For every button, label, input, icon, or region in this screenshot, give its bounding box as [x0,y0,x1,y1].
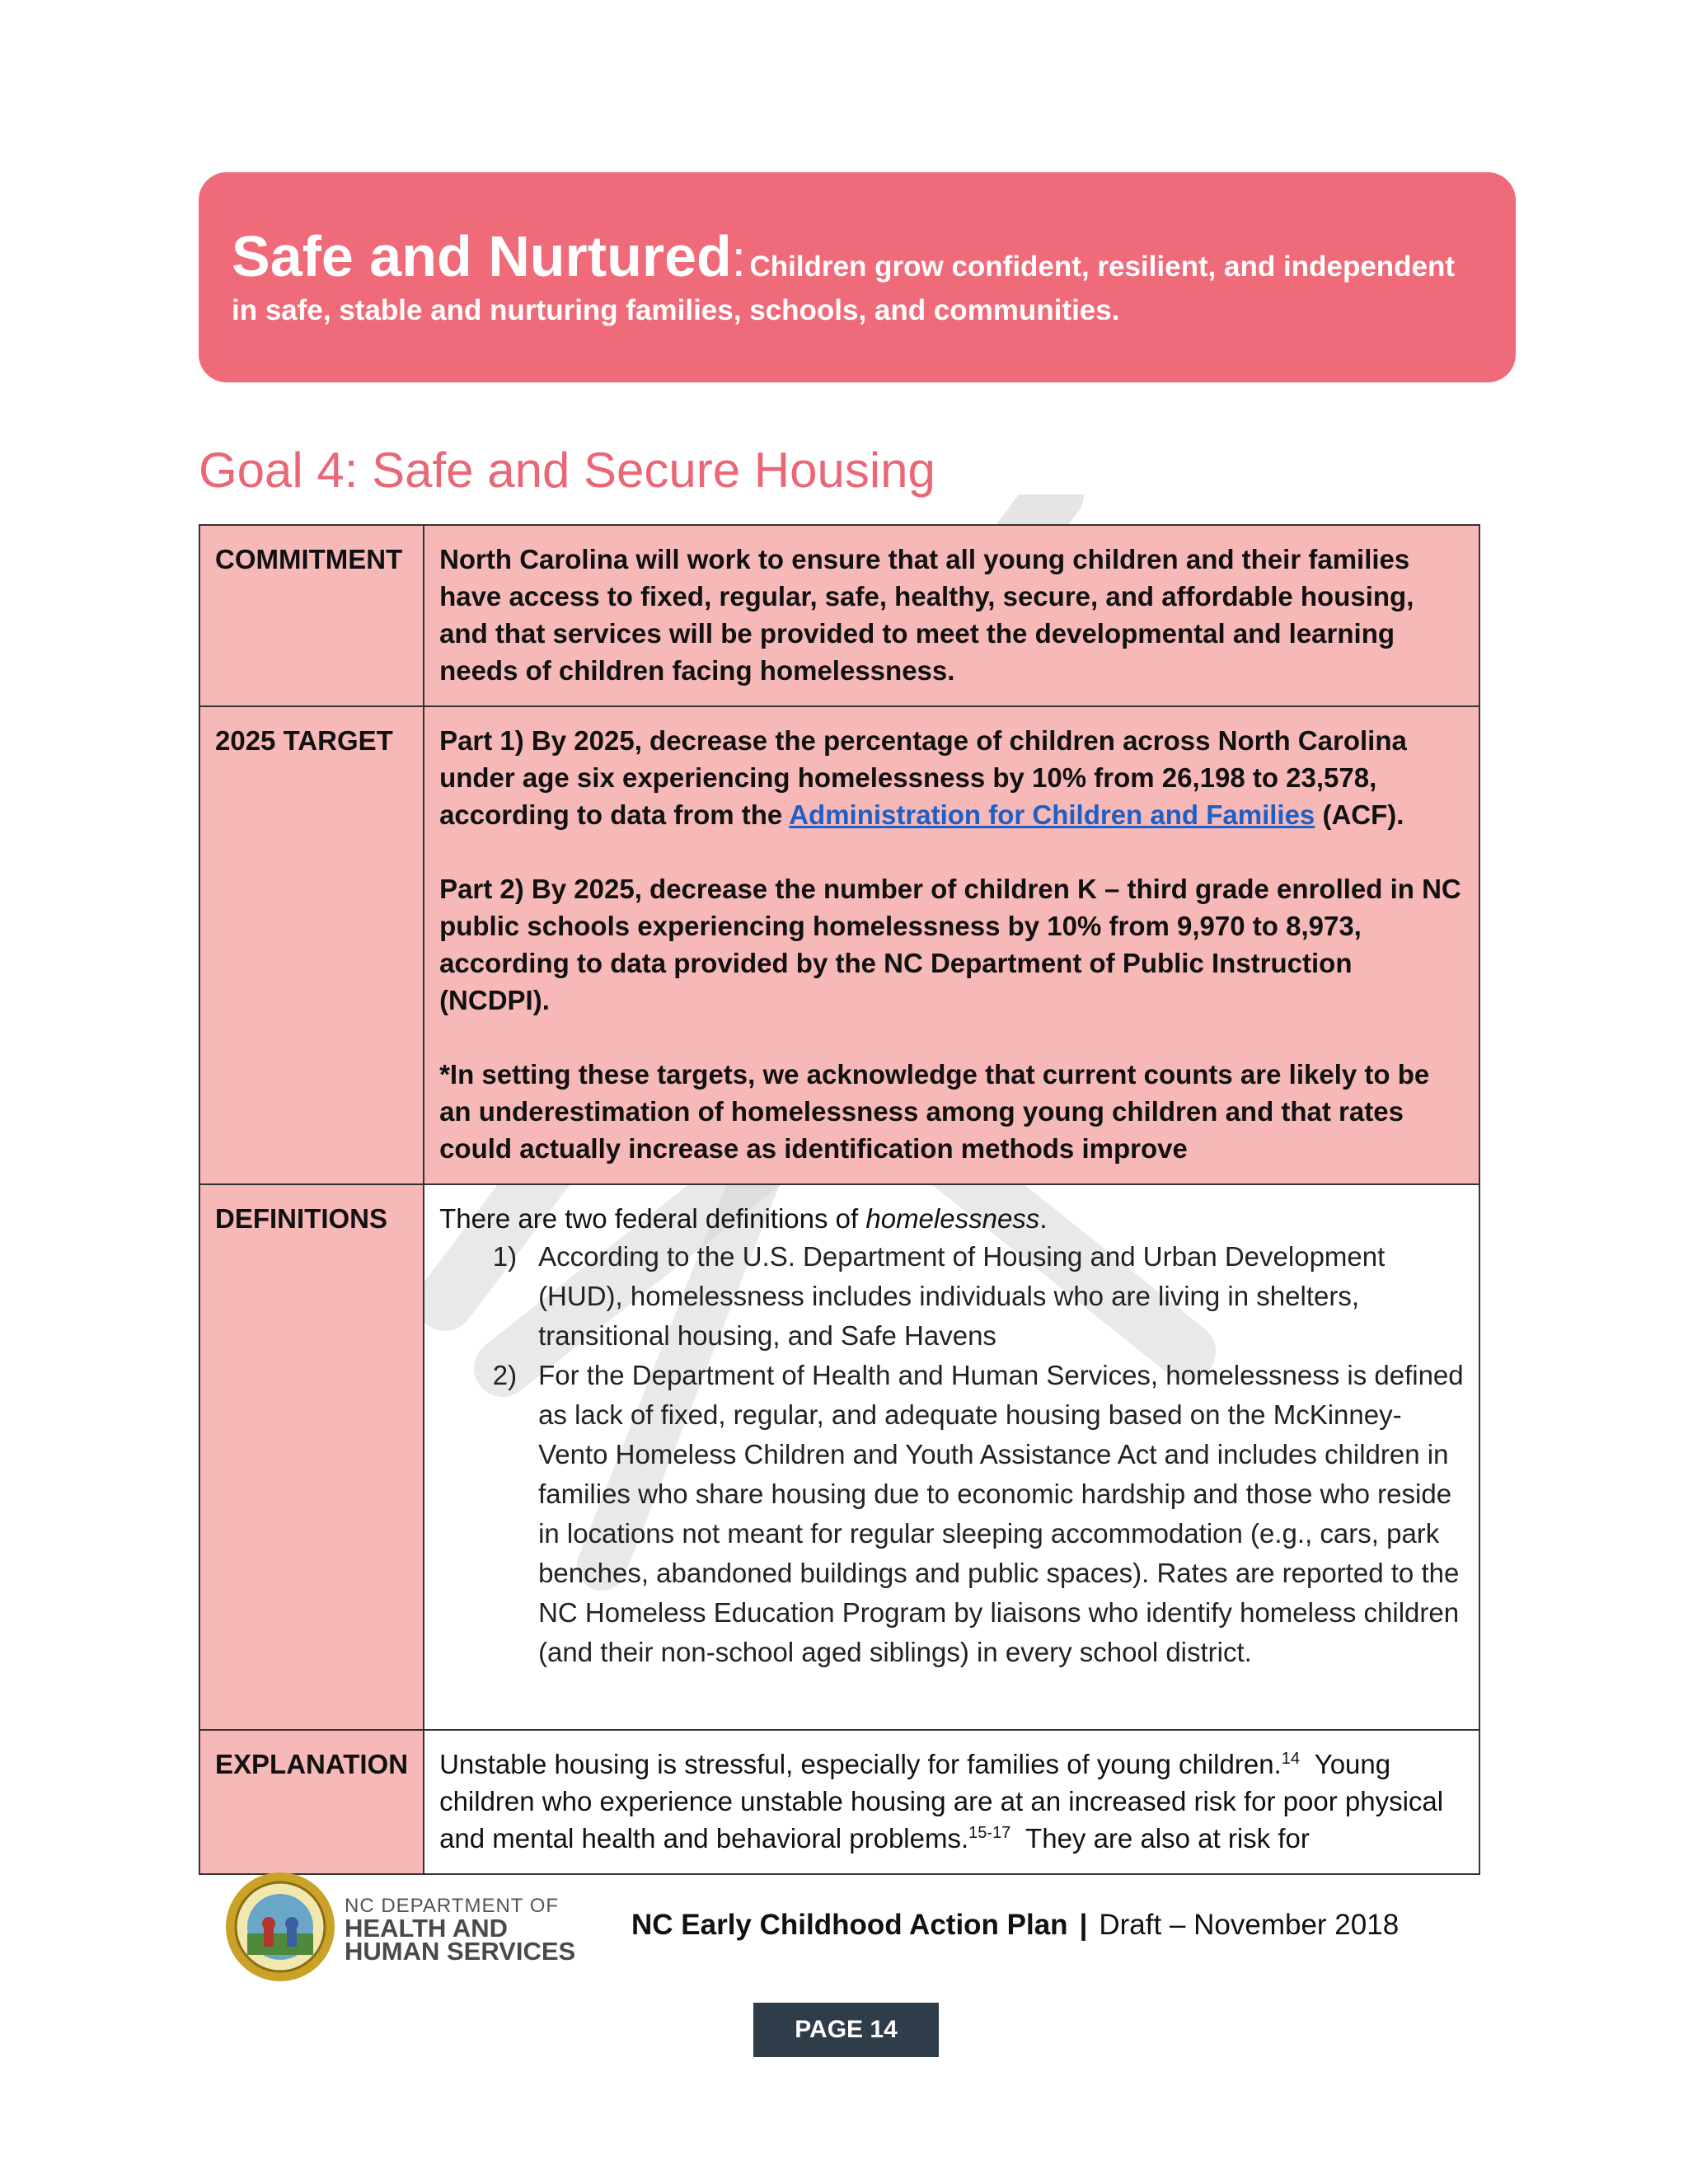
banner-title: Safe and Nurtured [232,224,732,288]
banner-subtitle-line2: in safe, stable and nurturing families, schools, and communities. [232,294,1120,326]
list-item-number: 1) [492,1241,518,1272]
plan-title: NC Early Childhood Action Plan [631,1909,1068,1941]
banner-colon: : [731,231,746,288]
explanation-sentence2: Young children who experience unstable housing are at an increased risk for poor physical and mental health and behavioral problems. [439,1749,1451,1854]
dept-line3: HUMAN SERVICES [345,1937,576,1966]
table-row-target [199,706,1479,1184]
target-part2: Part 2) By 2025, decrease the number of children K – third grade enrolled in NC public schools experiencing homelessness by 10% from 9,970 to 8,973, according to data provided by the NC Department of Public Instruction (NCDPI). [439,874,1461,1015]
list-item [439,1356,1464,1672]
footer-separator: | [1079,1909,1088,1941]
target-part1-end: (ACF). [1315,799,1404,830]
acf-link[interactable]: Administration for Children and Families [789,799,1315,830]
explanation-text [424,1730,1479,1874]
dept-line2: HEALTH AND [345,1914,509,1943]
list-item-text: For the Department of Health and Human Services, homelessness is defined as lack of fixed, regular, and adequate housing based on the McKinney-Vento Homeless Children and Youth Assistance Act and includes children in families who share housing due to economic hardship and those who reside in locations not meant for regular sleeping accommodation (e.g., cars, park benches, abandoned buildings and public spaces). Rates are reported to the NC Homeless Education Program by liaisons who identify homeless children (and their non-school aged siblings) in every school district. [538,1360,1464,1667]
definitions-intro-term: homelessness [865,1203,1040,1234]
definitions-list [439,1237,1464,1672]
list-item-number: 2) [492,1360,518,1390]
explanation-label: EXPLANATION [199,1730,424,1874]
nc-state-seal-logo [223,1869,338,1985]
commitment-label: COMMITMENT [199,525,424,706]
citation-15-17: 15-17 [968,1824,1011,1842]
table-row-explanation [199,1730,1479,1874]
goal-heading: Goal 4: Safe and Secure Housing [199,443,935,498]
definitions-intro [439,1200,1464,1237]
section-banner [199,172,1516,382]
target-part1-text: Part 1) By 2025, decrease the percentage of children across North Carolina under age six experiencing homelessness by 10% from 26,198 to 23,578, according to data from the [439,725,1407,830]
target-part1 [439,722,1464,833]
target-label: 2025 TARGET [199,706,424,1184]
table-row-commitment [199,525,1479,706]
footer-title [631,1909,1399,1942]
page-number: PAGE 14 [753,2003,939,2057]
target-note: *In setting these targets, we acknowledge that current counts are likely to be an underestimation of homelessness among young children and that rates could actually increase as identification methods improve [439,1059,1430,1164]
target-cell [424,706,1479,1184]
definitions-intro-text: There are two federal definitions of [439,1203,866,1234]
table-row-definitions [199,1184,1479,1730]
citation-14: 14 [1281,1750,1300,1768]
definitions-intro-end: . [1039,1203,1048,1234]
commitment-text: North Carolina will work to ensure that all young children and their families have access to fixed, regular, safe, healthy, secure, and affordable housing, and that services will be provided to meet the developmental and learning needs of children facing homelessness. [424,525,1479,706]
list-item [439,1237,1464,1356]
definitions-label: DEFINITIONS [199,1184,424,1730]
draft-date: Draft – November 2018 [1099,1909,1400,1941]
definitions-cell [424,1184,1479,1730]
dept-line1: NC DEPARTMENT OF [345,1895,560,1917]
dept-wordmark [345,1895,576,1966]
goal-table [199,524,1480,1875]
explanation-sentence1: Unstable housing is stressful, especially for families of young children. [439,1749,1282,1779]
banner-subtitle-line1: Children grow confident, resilient, and independent [749,251,1456,283]
explanation-sentence3: They are also at risk for [1010,1823,1310,1854]
list-item-text: According to the U.S. Department of Housing and Urban Development (HUD), homelessness includes individuals who are living in shelters, transitional housing, and Safe Havens [538,1241,1386,1351]
